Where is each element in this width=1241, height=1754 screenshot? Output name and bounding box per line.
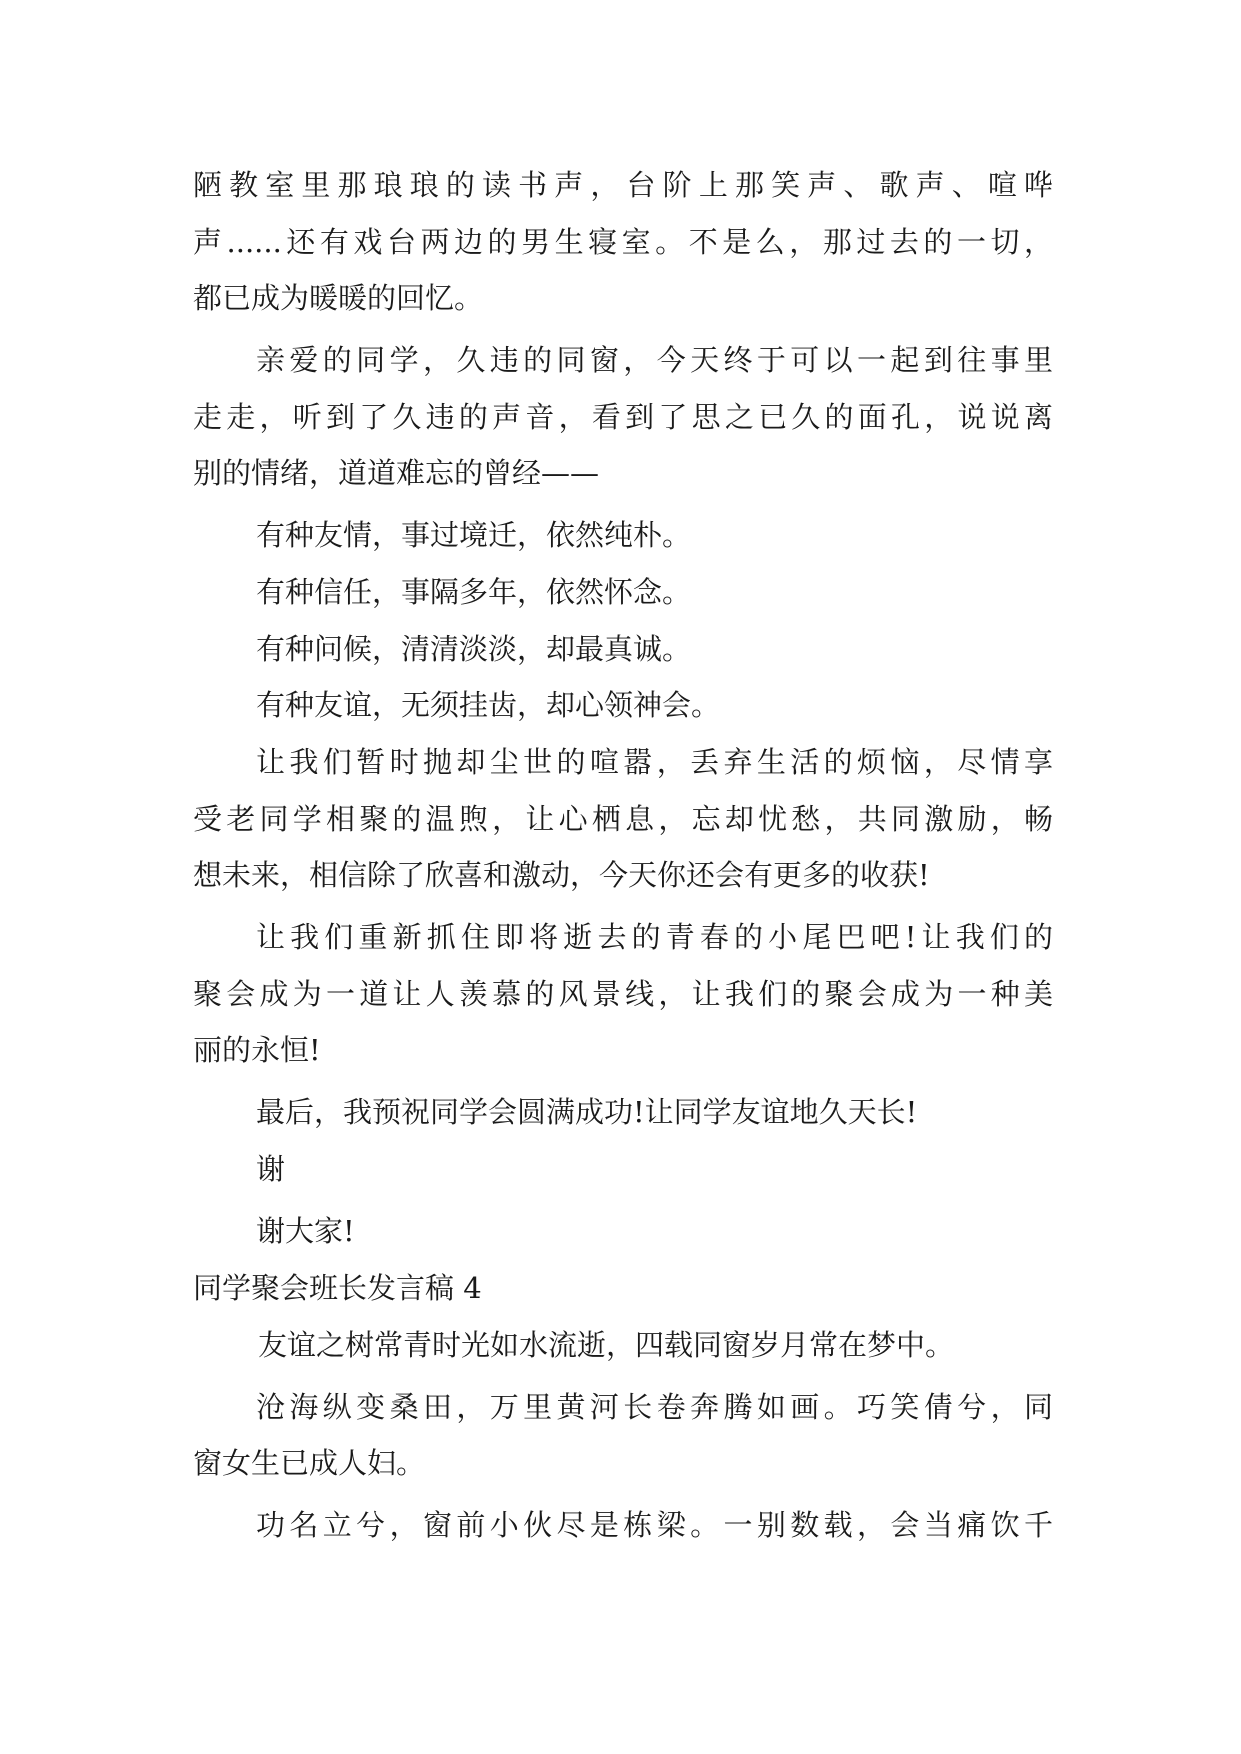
section-heading: 同学聚会班长发言稿 4 [193, 1271, 482, 1305]
text-line: 谢 [256, 1152, 286, 1186]
text-line: 受老同学相聚的温煦，让心栖息，忘却忧愁，共同激励，畅 [193, 802, 1053, 836]
text-line: 让我们暂时抛却尘世的喧嚣，丢弃生活的烦恼，尽情享 [256, 745, 1053, 779]
text-line: 有种友谊，无须挂齿，却心领神会。 [256, 688, 721, 722]
text-line: 走走，听到了久违的声音，看到了思之已久的面孔，说说离 [193, 400, 1053, 434]
text-line: 窗女生已成人妇。 [193, 1446, 426, 1480]
text-line: 最后，我预祝同学会圆满成功!让同学友谊地久天长! [256, 1095, 918, 1129]
text-line: 陋教室里那琅琅的读书声，台阶上那笑声、歌声、喧哗 [193, 168, 1053, 202]
text-line: 沧海纵变桑田，万里黄河长卷奔腾如画。巧笑倩兮，同 [256, 1390, 1053, 1424]
text-line: 有种问候，清清淡淡，却最真诚。 [256, 632, 692, 666]
text-line: 别的情绪，道道难忘的曾经—— [193, 456, 600, 490]
text-line: 让我们重新抓住即将逝去的青春的小尾巴吧!让我们的 [256, 920, 1053, 954]
text-line: 聚会成为一道让人羡慕的风景线，让我们的聚会成为一种美 [193, 977, 1053, 1011]
text-line: 谢大家! [256, 1214, 355, 1248]
text-line: 亲爱的同学，久违的同窗，今天终于可以一起到往事里 [256, 343, 1053, 377]
text-line: 友谊之树常青时光如水流逝，四载同窗岁月常在梦中。 [258, 1328, 955, 1362]
text-line: 都已成为暖暖的回忆。 [193, 281, 484, 315]
text-line: 声......还有戏台两边的男生寝室。不是么，那过去的一切， [193, 225, 1053, 259]
text-line: 功名立兮，窗前小伙尽是栋梁。一别数载，会当痛饮千 [256, 1508, 1053, 1542]
text-line: 想未来，相信除了欣喜和激动，今天你还会有更多的收获! [193, 858, 930, 892]
text-line: 有种友情，事过境迁，依然纯朴。 [256, 518, 692, 552]
text-line: 丽的永恒! [193, 1033, 321, 1067]
text-line: 有种信任，事隔多年，依然怀念。 [256, 575, 692, 609]
